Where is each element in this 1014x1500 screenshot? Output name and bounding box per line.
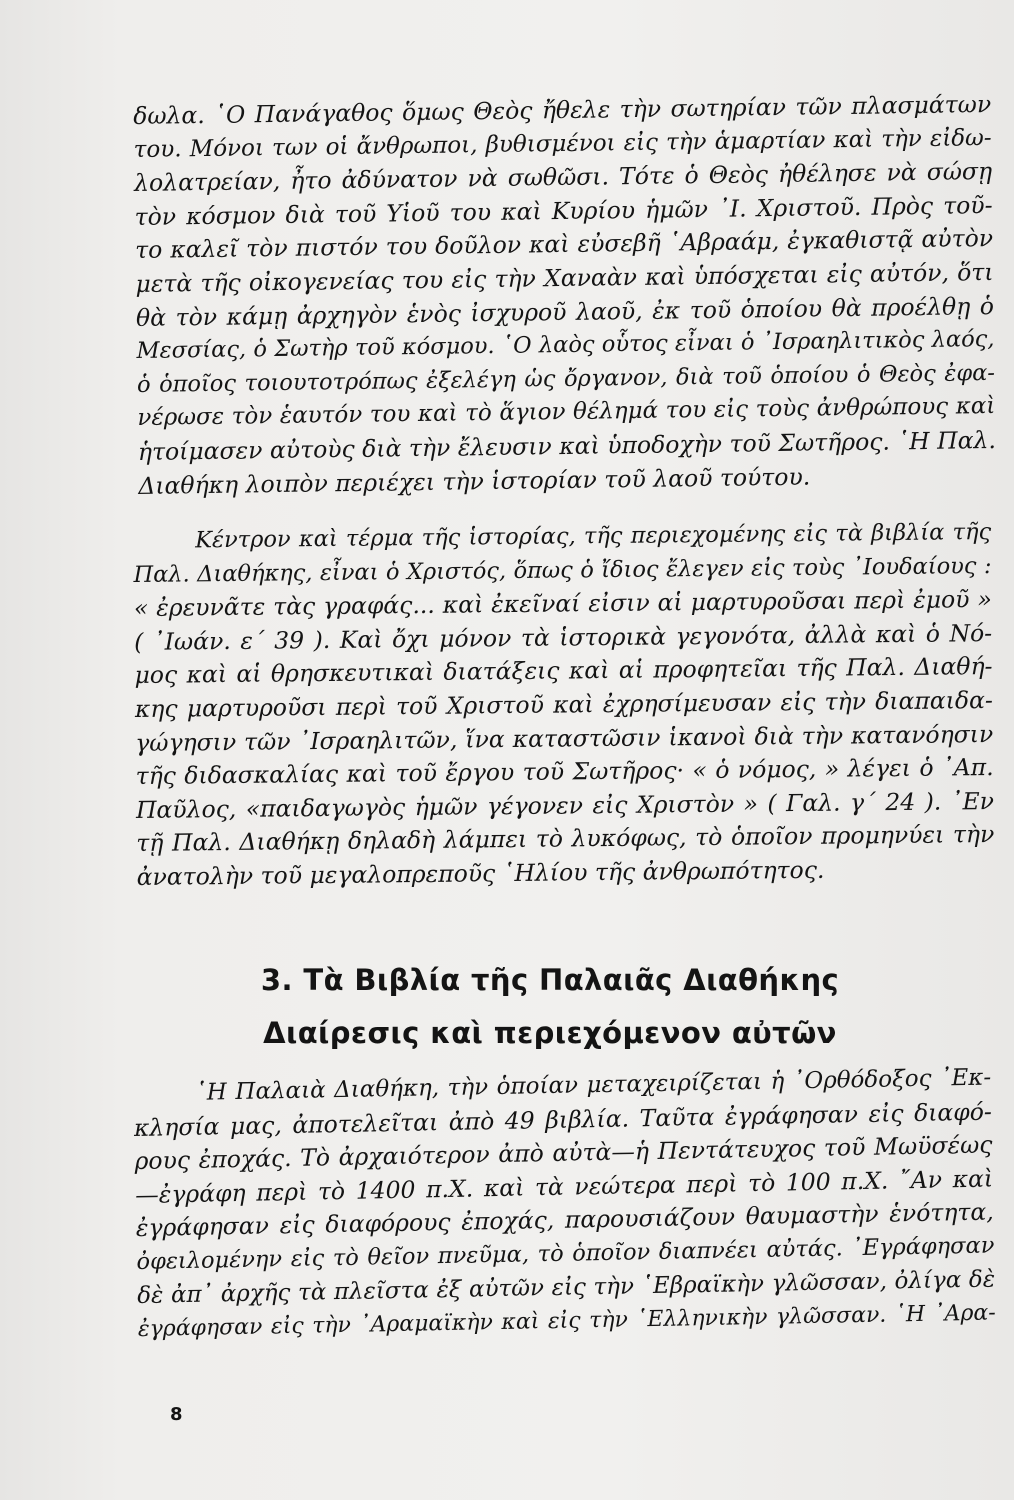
text-line: του. Μόνοι των οἱ ἄνθρωποι, βυθισμένοι εἰς τὴν ἁμαρτίαν καὶ τὴν εἰδω-: [133, 124, 992, 163]
text-line: ὀφειλομένην εἰς τὸ θεῖον πνεῦμα, τὸ ὁποῖον διαπνέει αὐτάς. ᾽Εγράφησαν: [136, 1232, 995, 1275]
text-line: μετὰ τῆς οἰκογενείας του εἰς τὴν Χαναὰν καὶ ὑπόσχεται εἰς αὐτόν, ὅτι: [135, 257, 994, 298]
text-line: τῇ Παλ. Διαθήκῃ δηλαδὴ λάμπει τὸ λυκόφως, τὸ ὁποῖον προμηνύει τὴν: [136, 820, 995, 858]
section-subheading: Διαίρεσις καὶ περιεχόμενον αὐτῶν: [263, 1016, 837, 1050]
text-line: δωλα. ῾Ο Πανάγαθος ὅμως Θεὸς ἤθελε τὴν σωτηρίαν τῶν πλασμάτων: [133, 90, 992, 130]
text-line: ὁ ὁποῖος τοιουτοτρόπως ἐξελέγη ὡς ὄργανον, διὰ τοῦ ὁποίου ὁ Θεὸς ἐφα-: [136, 359, 996, 398]
text-line: Παλ. Διαθήκης, εἶναι ὁ Χριστός, ὅπως ὁ ἴδιος ἔλεγεν εἰς τοὺς ᾽Ιουδαίους :: [133, 552, 992, 588]
text-line: Διαθήκη λοιπὸν περιέχει τὴν ἱστορίαν τοῦ λαοῦ τούτου.: [138, 462, 811, 500]
section-heading: 3. Τὰ Βιβλία τῆς Παλαιᾶς Διαθήκης: [260, 963, 840, 997]
text-line: Παῦλος, «παιδαγωγὸς ἡμῶν γέγονεν εἰς Χριστὸν » ( Γαλ. γ΄ 24 ). ᾽Εν: [135, 786, 995, 824]
paragraph-1: [133, 88, 997, 503]
text-line: θὰ τὸν κάμῃ ἀρχηγὸν ἑνὸς ἰσχυροῦ λαοῦ, ἐκ τοῦ ὁποίου θὰ προέλθῃ ὁ: [135, 291, 995, 332]
text-line: ἐγράφησαν εἰς τὴν ᾽Αραμαϊκὴν καὶ εἰς τὴν ῾Ελληνικὴν γλῶσσαν. ῾Η ᾽Αρα-: [137, 1300, 996, 1343]
text-line: μος καὶ αἱ θρησκευτικαὶ διατάξεις καὶ αἱ προφητεῖαι τῆς Παλ. Διαθή-: [134, 652, 993, 690]
text-line: —ἐγράφη περὶ τὸ 1400 π.Χ. καὶ τὰ νεώτερα περὶ τὸ 100 π.Χ. ῎Αν καὶ: [134, 1164, 994, 1209]
paragraph-3: [133, 1062, 996, 1347]
text-line: κλησία μας, ἀποτελεῖται ἀπὸ 49 βιβλία. Ταῦτα ἐγράφησαν εἰς διαφό-: [133, 1097, 993, 1142]
text-line: ρους ἐποχάς. Τὸ ἀρχαιότερον ἀπὸ αὐτὰ—ἡ Πεντάτευχος τοῦ Μωϋσέως: [134, 1130, 993, 1176]
text-line: Κέντρον καὶ τέρμα τῆς ἱστορίας, τῆς περιεχομένης εἰς τὰ βιβλία τῆς: [195, 519, 992, 554]
text-line: τῆς διδασκαλίας καὶ τοῦ ἔργου τοῦ Σωτῆρος· « ὁ νόμος, » λέγει ὁ ᾽Απ.: [135, 753, 994, 791]
text-line: κης μαρτυροῦσι περὶ τοῦ Χριστοῦ καὶ ἐχρησίμευσαν εἰς τὴν διαπαιδα-: [134, 685, 994, 723]
text-line: ἡτοίμασεν αὐτοὺς διὰ τὴν ἔλευσιν καὶ ὑποδοχὴν τοῦ Σωτῆρος. ῾Η Παλ.: [137, 425, 997, 466]
text-line: ἐγράφησαν εἰς διαφόρους ἐποχάς, παρουσιάζουν θαυμαστὴν ἑνότητα,: [135, 1197, 994, 1243]
text-line: τὸν κόσμον διὰ τοῦ Υἱοῦ του καὶ Κυρίου ἡμῶν ᾽Ι. Χριστοῦ. Πρὸς τοῦ-: [134, 190, 993, 231]
text-line: γώγησιν τῶν ᾽Ισραηλιτῶν, ἵνα καταστῶσιν ἱκανοὶ διὰ τὴν κατανόησιν: [135, 719, 994, 757]
text-line: ῾Η Παλαιὰ Διαθήκη, τὴν ὁποίαν μεταχειρίζεται ἡ ᾽Ορθόδοξος ᾽Εκ-: [195, 1064, 992, 1106]
text-line: « ἐρευνᾶτε τὰς γραφάς... καὶ ἐκεῖναί εἰσιν αἱ μαρτυροῦσαι περὶ ἐμοῦ »: [133, 585, 992, 623]
text-line: νέρωσε τὸν ἑαυτόν του καὶ τὸ ἅγιον θέλημά του εἰς τοὺς ἀνθρώπους καὶ: [137, 393, 996, 432]
text-line: ἀνατολὴν τοῦ μεγαλοπρεποῦς ῾Ηλίου τῆς ἀνθρωπότητος.: [136, 855, 825, 891]
text-line: το καλεῖ τὸν πιστόν του δοῦλον καὶ εὐσεβῆ ῾Αβραάμ, ἐγκαθιστᾷ αὐτὸν: [134, 224, 994, 265]
text-line: ( ᾽Ιωάν. ε΄ 39 ). Καὶ ὄχι μόνον τὰ ἱστορικὰ γεγονότα, ἀλλὰ καὶ ὁ Νό-: [134, 618, 993, 656]
paragraph-2: [133, 516, 995, 894]
text-line: δὲ ἀπ᾽ ἀρχῆς τὰ πλεῖστα ἐξ αὐτῶν εἰς τὴν ῾Εβραϊκὴν γλῶσσαν, ὀλίγα δὲ: [136, 1266, 996, 1309]
page-number: 8: [170, 1404, 183, 1425]
text-line: λολατρείαν, ἦτο ἀδύνατον νὰ σωθῶσι. Τότε ὁ Θεὸς ἠθέλησε νὰ σώσῃ: [133, 157, 993, 198]
text-line: Μεσσίας, ὁ Σωτὴρ τοῦ κόσμου. ῾Ο λαὸς οὗτος εἶναι ὁ ᾽Ισραηλιτικὸς λαός,: [136, 326, 995, 365]
